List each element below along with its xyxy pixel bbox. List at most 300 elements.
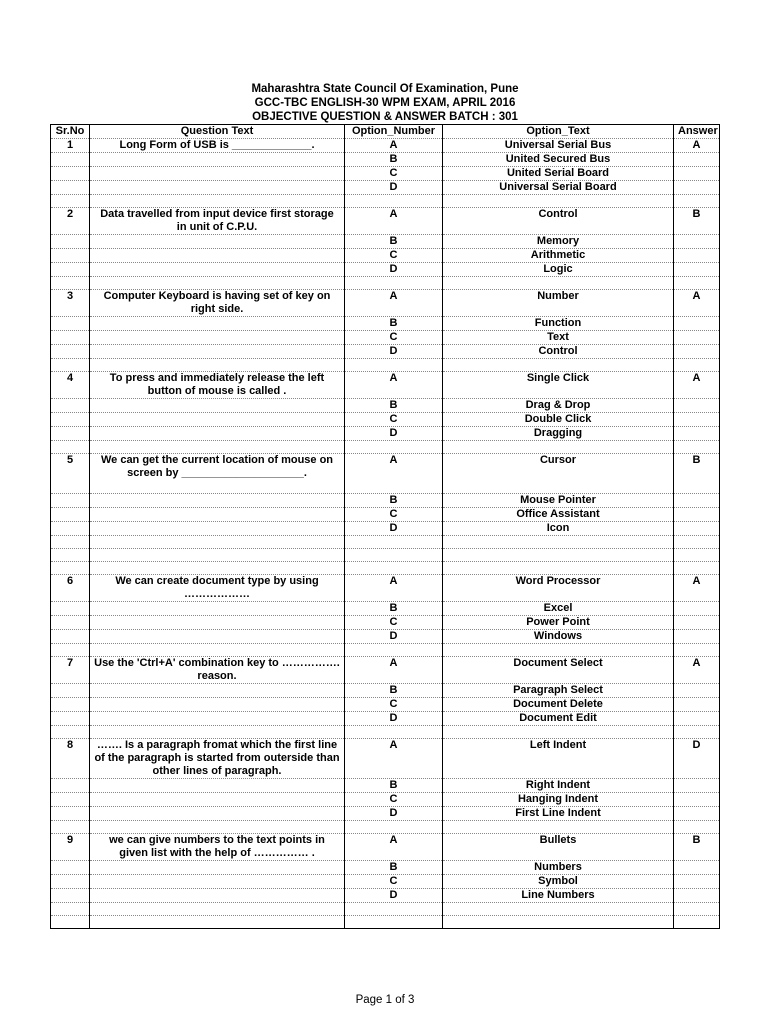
- answer-cell: [674, 317, 720, 331]
- answer-cell: [674, 345, 720, 359]
- answer-cell: [674, 602, 720, 616]
- option-number-cell: D: [345, 889, 443, 903]
- table-row: [51, 372, 720, 399]
- answer-cell: A: [674, 139, 720, 153]
- question-text-cell: [90, 494, 345, 508]
- question-text-cell: To press and immediately release the left button of mouse is called .: [90, 372, 345, 399]
- table-row: [51, 508, 720, 522]
- option-number-cell: D: [345, 630, 443, 644]
- col-header-option-number: Option_Number: [345, 125, 443, 139]
- table-row: [51, 522, 720, 536]
- option-text-cell: Excel: [443, 602, 674, 616]
- answer-cell: [674, 249, 720, 263]
- option-number-cell: D: [345, 427, 443, 441]
- table-row: [51, 494, 720, 508]
- question-text-cell: [90, 562, 345, 575]
- question-text-cell: [90, 875, 345, 889]
- table-row: [51, 575, 720, 602]
- answer-cell: [674, 684, 720, 698]
- sr-no-cell: [51, 536, 90, 549]
- table-row: [51, 195, 720, 208]
- answer-cell: [674, 916, 720, 929]
- option-text-cell: Control: [443, 345, 674, 359]
- question-text-cell: [90, 331, 345, 345]
- question-text-cell: [90, 861, 345, 875]
- col-header-option-text: Option_Text: [443, 125, 674, 139]
- option-text-cell: Control: [443, 208, 674, 235]
- question-text-cell: [90, 277, 345, 290]
- question-text-cell: [90, 359, 345, 372]
- option-text-cell: Power Point: [443, 616, 674, 630]
- option-text-cell: Arithmetic: [443, 249, 674, 263]
- option-text-cell: Drag & Drop: [443, 399, 674, 413]
- sr-no-cell: 3: [51, 290, 90, 317]
- table-row: [51, 345, 720, 359]
- option-text-cell: [443, 536, 674, 549]
- question-text-cell: [90, 793, 345, 807]
- answer-cell: [674, 153, 720, 167]
- option-text-cell: Document Select: [443, 657, 674, 684]
- table-row: [51, 317, 720, 331]
- table-row: [51, 536, 720, 549]
- answer-cell: [674, 195, 720, 208]
- answer-cell: A: [674, 290, 720, 317]
- sr-no-cell: [51, 903, 90, 916]
- table-row: [51, 657, 720, 684]
- option-number-cell: D: [345, 181, 443, 195]
- option-number-cell: B: [345, 153, 443, 167]
- sr-no-cell: [51, 861, 90, 875]
- option-number-cell: [345, 195, 443, 208]
- sr-no-cell: [51, 712, 90, 726]
- col-header-sr-no: Sr.No: [51, 125, 90, 139]
- question-text-cell: [90, 889, 345, 903]
- option-text-cell: Logic: [443, 263, 674, 277]
- table-row: [51, 359, 720, 372]
- sr-no-cell: [51, 549, 90, 562]
- answer-cell: [674, 263, 720, 277]
- table-row: [51, 889, 720, 903]
- option-text-cell: [443, 916, 674, 929]
- sr-no-cell: 4: [51, 372, 90, 399]
- option-text-cell: Office Assistant: [443, 508, 674, 522]
- option-number-cell: C: [345, 508, 443, 522]
- option-number-cell: A: [345, 739, 443, 779]
- option-text-cell: Mouse Pointer: [443, 494, 674, 508]
- sr-no-cell: [51, 779, 90, 793]
- option-number-cell: A: [345, 657, 443, 684]
- answer-cell: [674, 903, 720, 916]
- question-text-cell: [90, 263, 345, 277]
- question-text-cell: [90, 821, 345, 834]
- sr-no-cell: 1: [51, 139, 90, 153]
- answer-cell: [674, 562, 720, 575]
- sr-no-cell: 9: [51, 834, 90, 861]
- question-text-cell: ……. Is a paragraph fromat which the first line of the paragraph is started from outerside than other lines of paragraph.: [90, 739, 345, 779]
- table-body: [51, 139, 720, 929]
- question-text-cell: [90, 602, 345, 616]
- question-text-cell: [90, 903, 345, 916]
- option-number-cell: A: [345, 372, 443, 399]
- option-number-cell: [345, 536, 443, 549]
- table-row: [51, 399, 720, 413]
- option-number-cell: [345, 441, 443, 454]
- option-number-cell: A: [345, 834, 443, 861]
- answer-cell: [674, 779, 720, 793]
- table-row: [51, 290, 720, 317]
- answer-cell: A: [674, 372, 720, 399]
- option-text-cell: Cursor: [443, 454, 674, 494]
- question-text-cell: [90, 779, 345, 793]
- council-title: Maharashtra State Council Of Examination, Pune: [251, 83, 519, 95]
- option-number-cell: [345, 821, 443, 834]
- sr-no-cell: 8: [51, 739, 90, 779]
- question-text-cell: [90, 249, 345, 263]
- table-row: [51, 861, 720, 875]
- answer-cell: [674, 793, 720, 807]
- option-number-cell: C: [345, 167, 443, 181]
- table-row: [51, 684, 720, 698]
- table-row: [51, 562, 720, 575]
- question-text-cell: [90, 195, 345, 208]
- table-row: [51, 208, 720, 235]
- question-answer-table: [50, 124, 720, 929]
- table-row: [51, 903, 720, 916]
- question-text-cell: [90, 153, 345, 167]
- question-text-cell: [90, 167, 345, 181]
- table-row: [51, 726, 720, 739]
- sr-no-cell: [51, 616, 90, 630]
- answer-cell: [674, 427, 720, 441]
- sr-no-cell: [51, 494, 90, 508]
- question-text-cell: [90, 235, 345, 249]
- table-row: [51, 331, 720, 345]
- option-number-cell: B: [345, 684, 443, 698]
- answer-cell: [674, 807, 720, 821]
- answer-cell: [674, 861, 720, 875]
- answer-cell: [674, 522, 720, 536]
- sr-no-cell: [51, 684, 90, 698]
- option-number-cell: C: [345, 249, 443, 263]
- answer-cell: [674, 549, 720, 562]
- table-row: [51, 875, 720, 889]
- question-text-cell: [90, 522, 345, 536]
- sr-no-cell: [51, 399, 90, 413]
- question-text-cell: [90, 684, 345, 698]
- sr-no-cell: 5: [51, 454, 90, 494]
- answer-cell: [674, 494, 720, 508]
- option-text-cell: Memory: [443, 235, 674, 249]
- table-row: [51, 549, 720, 562]
- question-text-cell: we can give numbers to the text points in given list with the help of …………… .: [90, 834, 345, 861]
- sr-no-cell: [51, 630, 90, 644]
- answer-cell: [674, 616, 720, 630]
- answer-cell: [674, 359, 720, 372]
- option-text-cell: Universal Serial Board: [443, 181, 674, 195]
- table-row: [51, 263, 720, 277]
- option-number-cell: C: [345, 331, 443, 345]
- option-text-cell: Dragging: [443, 427, 674, 441]
- option-text-cell: [443, 562, 674, 575]
- option-text-cell: [443, 903, 674, 916]
- answer-cell: [674, 644, 720, 657]
- question-text-cell: [90, 413, 345, 427]
- option-number-cell: B: [345, 602, 443, 616]
- sr-no-cell: [51, 235, 90, 249]
- sr-no-cell: [51, 181, 90, 195]
- question-text-cell: [90, 427, 345, 441]
- table-row: [51, 235, 720, 249]
- question-text-cell: [90, 698, 345, 712]
- answer-cell: [674, 331, 720, 345]
- answer-cell: [674, 399, 720, 413]
- sr-no-cell: [51, 167, 90, 181]
- table-row: [51, 413, 720, 427]
- answer-cell: [674, 277, 720, 290]
- option-text-cell: [443, 359, 674, 372]
- option-number-cell: D: [345, 345, 443, 359]
- option-number-cell: [345, 726, 443, 739]
- option-text-cell: Document Edit: [443, 712, 674, 726]
- option-number-cell: D: [345, 712, 443, 726]
- option-number-cell: [345, 903, 443, 916]
- table-row: [51, 181, 720, 195]
- col-header-question-text: Question Text: [90, 125, 345, 139]
- sr-no-cell: [51, 331, 90, 345]
- question-text-cell: Computer Keyboard is having set of key on right side.: [90, 290, 345, 317]
- question-text-cell: [90, 712, 345, 726]
- option-text-cell: [443, 441, 674, 454]
- answer-cell: [674, 630, 720, 644]
- sr-no-cell: [51, 889, 90, 903]
- sr-no-cell: [51, 698, 90, 712]
- question-text-cell: We can get the current location of mouse on screen by ____________________.: [90, 454, 345, 494]
- table-row: [51, 834, 720, 861]
- sr-no-cell: [51, 195, 90, 208]
- table-row: [51, 821, 720, 834]
- table-row: [51, 616, 720, 630]
- sr-no-cell: [51, 345, 90, 359]
- option-text-cell: Word Processor: [443, 575, 674, 602]
- answer-cell: [674, 181, 720, 195]
- question-text-cell: Use the 'Ctrl+A' combination key to ……………. reason.: [90, 657, 345, 684]
- option-text-cell: Windows: [443, 630, 674, 644]
- table-row: [51, 167, 720, 181]
- question-text-cell: [90, 916, 345, 929]
- answer-cell: [674, 167, 720, 181]
- question-text-cell: [90, 317, 345, 331]
- option-text-cell: Symbol: [443, 875, 674, 889]
- col-header-answer: Answer: [674, 125, 720, 139]
- table-row: [51, 779, 720, 793]
- option-number-cell: C: [345, 698, 443, 712]
- table-row: [51, 277, 720, 290]
- option-text-cell: Numbers: [443, 861, 674, 875]
- answer-cell: A: [674, 657, 720, 684]
- option-number-cell: B: [345, 779, 443, 793]
- option-text-cell: [443, 549, 674, 562]
- answer-cell: [674, 821, 720, 834]
- option-text-cell: Text: [443, 331, 674, 345]
- question-text-cell: [90, 536, 345, 549]
- sr-no-cell: 7: [51, 657, 90, 684]
- sr-no-cell: [51, 277, 90, 290]
- question-text-cell: [90, 644, 345, 657]
- question-text-cell: We can create document type by using ………………: [90, 575, 345, 602]
- sr-no-cell: [51, 562, 90, 575]
- table-row: [51, 602, 720, 616]
- sr-no-cell: [51, 875, 90, 889]
- answer-cell: [674, 889, 720, 903]
- sr-no-cell: [51, 263, 90, 277]
- sr-no-cell: [51, 916, 90, 929]
- option-number-cell: [345, 549, 443, 562]
- table-row: [51, 698, 720, 712]
- option-text-cell: Icon: [443, 522, 674, 536]
- option-number-cell: B: [345, 399, 443, 413]
- question-text-cell: [90, 616, 345, 630]
- option-text-cell: Document Delete: [443, 698, 674, 712]
- option-text-cell: First Line Indent: [443, 807, 674, 821]
- sr-no-cell: [51, 793, 90, 807]
- table-row: [51, 153, 720, 167]
- answer-cell: D: [674, 739, 720, 779]
- option-text-cell: Single Click: [443, 372, 674, 399]
- sr-no-cell: [51, 807, 90, 821]
- answer-cell: B: [674, 834, 720, 861]
- option-number-cell: A: [345, 575, 443, 602]
- table-row: [51, 793, 720, 807]
- answer-cell: [674, 712, 720, 726]
- sr-no-cell: [51, 821, 90, 834]
- option-text-cell: Line Numbers: [443, 889, 674, 903]
- option-text-cell: Double Click: [443, 413, 674, 427]
- option-number-cell: [345, 916, 443, 929]
- document-header: [0, 82, 770, 124]
- table-row: [51, 249, 720, 263]
- question-text-cell: [90, 181, 345, 195]
- batch-title: OBJECTIVE QUESTION & ANSWER BATCH : 301: [252, 111, 518, 123]
- option-text-cell: Paragraph Select: [443, 684, 674, 698]
- option-number-cell: B: [345, 317, 443, 331]
- option-number-cell: B: [345, 494, 443, 508]
- option-number-cell: C: [345, 793, 443, 807]
- answer-cell: [674, 698, 720, 712]
- option-number-cell: [345, 644, 443, 657]
- answer-cell: [674, 508, 720, 522]
- option-text-cell: [443, 726, 674, 739]
- question-text-cell: [90, 726, 345, 739]
- question-text-cell: [90, 345, 345, 359]
- answer-cell: [674, 441, 720, 454]
- option-number-cell: C: [345, 875, 443, 889]
- table-row: [51, 427, 720, 441]
- sr-no-cell: [51, 317, 90, 331]
- sr-no-cell: [51, 602, 90, 616]
- option-number-cell: A: [345, 290, 443, 317]
- option-number-cell: D: [345, 807, 443, 821]
- answer-cell: [674, 726, 720, 739]
- question-text-cell: [90, 549, 345, 562]
- option-text-cell: Left Indent: [443, 739, 674, 779]
- option-number-cell: [345, 277, 443, 290]
- sr-no-cell: [51, 441, 90, 454]
- table-row: [51, 916, 720, 929]
- option-number-cell: B: [345, 861, 443, 875]
- option-number-cell: A: [345, 208, 443, 235]
- question-text-cell: [90, 807, 345, 821]
- sr-no-cell: [51, 508, 90, 522]
- table-row: [51, 454, 720, 494]
- sr-no-cell: [51, 249, 90, 263]
- table-row: [51, 139, 720, 153]
- option-number-cell: A: [345, 454, 443, 494]
- sr-no-cell: [51, 644, 90, 657]
- question-text-cell: [90, 399, 345, 413]
- option-text-cell: Bullets: [443, 834, 674, 861]
- table-row: [51, 441, 720, 454]
- option-number-cell: B: [345, 235, 443, 249]
- answer-cell: A: [674, 575, 720, 602]
- table-row: [51, 630, 720, 644]
- answer-cell: B: [674, 208, 720, 235]
- option-text-cell: Right Indent: [443, 779, 674, 793]
- table-header-row: [51, 125, 720, 139]
- answer-cell: [674, 536, 720, 549]
- sr-no-cell: [51, 153, 90, 167]
- option-text-cell: Function: [443, 317, 674, 331]
- answer-cell: [674, 413, 720, 427]
- exam-title: GCC-TBC ENGLISH-30 WPM EXAM, APRIL 2016: [254, 97, 516, 109]
- option-number-cell: D: [345, 263, 443, 277]
- answer-cell: [674, 875, 720, 889]
- table-row: [51, 644, 720, 657]
- sr-no-cell: 6: [51, 575, 90, 602]
- option-number-cell: A: [345, 139, 443, 153]
- option-number-cell: D: [345, 522, 443, 536]
- sr-no-cell: [51, 522, 90, 536]
- option-text-cell: United Serial Board: [443, 167, 674, 181]
- question-text-cell: Long Form of USB is _____________.: [90, 139, 345, 153]
- option-text-cell: [443, 195, 674, 208]
- question-text-cell: [90, 441, 345, 454]
- sr-no-cell: [51, 427, 90, 441]
- page-number: Page 1 of 3: [355, 994, 415, 1006]
- option-number-cell: C: [345, 413, 443, 427]
- option-text-cell: Hanging Indent: [443, 793, 674, 807]
- option-number-cell: [345, 359, 443, 372]
- option-text-cell: [443, 277, 674, 290]
- option-text-cell: Universal Serial Bus: [443, 139, 674, 153]
- sr-no-cell: [51, 359, 90, 372]
- option-text-cell: United Secured Bus: [443, 153, 674, 167]
- option-number-cell: C: [345, 616, 443, 630]
- table-row: [51, 712, 720, 726]
- option-text-cell: Number: [443, 290, 674, 317]
- question-text-cell: [90, 630, 345, 644]
- table-row: [51, 739, 720, 779]
- sr-no-cell: [51, 726, 90, 739]
- answer-cell: [674, 235, 720, 249]
- answer-cell: B: [674, 454, 720, 494]
- sr-no-cell: [51, 413, 90, 427]
- sr-no-cell: 2: [51, 208, 90, 235]
- option-text-cell: [443, 644, 674, 657]
- question-text-cell: Data travelled from input device first storage in unit of C.P.U.: [90, 208, 345, 235]
- option-text-cell: [443, 821, 674, 834]
- option-number-cell: [345, 562, 443, 575]
- table-row: [51, 807, 720, 821]
